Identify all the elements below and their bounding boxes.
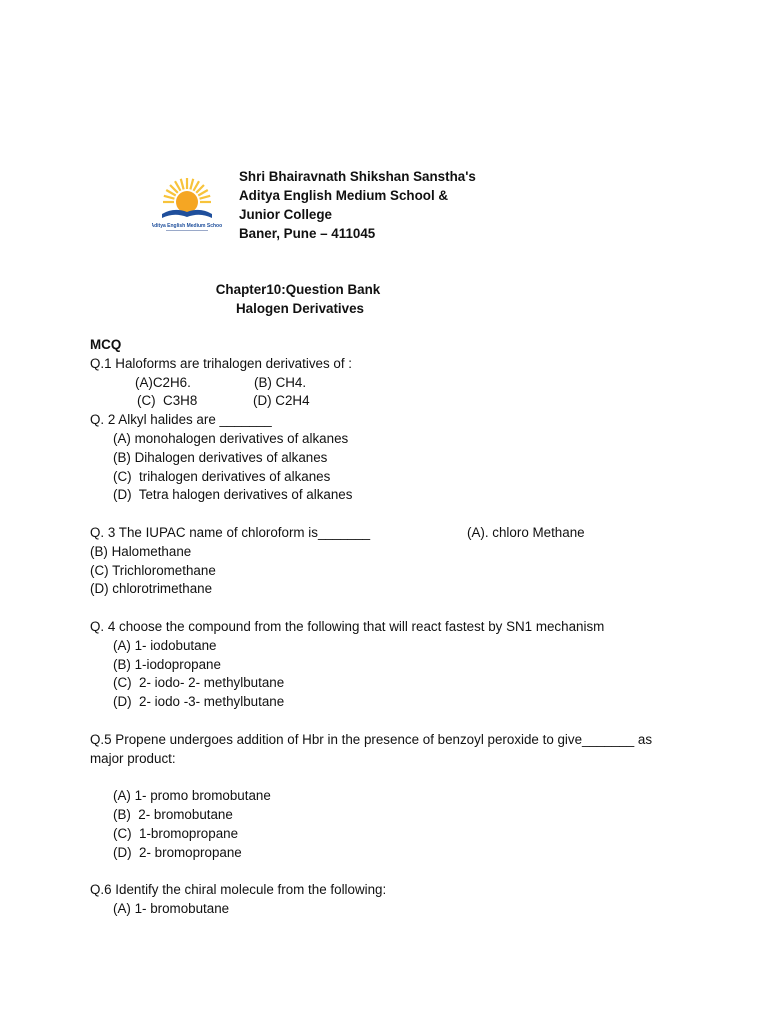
question-1: Q.1 Haloforms are trihalogen derivatives of :	[90, 355, 352, 371]
sun-disc	[176, 191, 198, 213]
question-list	[90, 336, 690, 919]
q3-option-d: (D) chlorotrimethane	[90, 581, 213, 597]
q5-option-b: (B) 2- bromobutane	[113, 806, 233, 822]
q2-option-a: (A) monohalogen derivatives of alkanes	[113, 430, 349, 446]
q2-option-c: (C) trihalogen derivatives of alkanes	[113, 468, 331, 484]
chapter-heading	[200, 280, 400, 318]
logo-underline	[166, 230, 208, 231]
sun-ray	[190, 179, 193, 190]
q1-options-row-2	[90, 392, 690, 411]
chapter-title: Chapter10:Question Bank	[215, 282, 381, 297]
q3-option-a: (A). chloro Methane	[467, 524, 585, 540]
q1-option-b: (B) CH4.	[254, 374, 307, 390]
spacer	[90, 599, 690, 618]
q3-option-b: (B) Halomethane	[90, 543, 192, 559]
q1-option-d: (D) C2H4	[253, 393, 310, 409]
school-logo	[152, 172, 222, 234]
sun-ray	[200, 196, 211, 199]
section-label: MCQ	[90, 337, 122, 352]
q1-options-row-1	[90, 374, 690, 393]
q3-option-c: (C) Trichloromethane	[90, 562, 216, 578]
q1-option-a: (A)C2H6.	[135, 374, 191, 390]
spacer	[90, 505, 690, 524]
q4-option-b: (B) 1-iodopropane	[113, 656, 221, 672]
chapter-subtitle: Halogen Derivatives	[235, 301, 364, 316]
q1-option-c: (C) C3H8	[137, 393, 198, 409]
question-5: Q.5 Propene undergoes addition of Hbr in the presence of benzoyl peroxide to give_______ as major product:	[90, 731, 653, 766]
logo-text: Aditya English Medium School	[152, 223, 222, 229]
spacer	[90, 768, 690, 787]
q5-option-a: (A) 1- promo bromobutane	[113, 788, 271, 804]
q5-option-d: (D) 2- bromopropane	[113, 844, 242, 860]
q6-option-a: (A) 1- bromobutane	[113, 900, 230, 916]
sun-ray	[181, 179, 184, 190]
school-line-address: Baner, Pune – 411045	[239, 226, 376, 241]
school-line-trust: Shri Bhairavnath Shikshan Sanstha's	[239, 169, 476, 184]
spacer	[90, 862, 690, 881]
question-3: Q. 3 The IUPAC name of chloroform is_______	[90, 524, 371, 540]
school-line-college: Junior College	[239, 207, 333, 222]
school-name-block	[239, 167, 476, 243]
question-3-row	[90, 524, 690, 543]
q4-option-d: (D) 2- iodo -3- methylbutane	[113, 694, 285, 710]
school-line-name: Aditya English Medium School &	[239, 188, 449, 203]
q5-option-c: (C) 1-bromopropane	[113, 825, 239, 841]
q4-option-c: (C) 2- iodo- 2- methylbutane	[113, 675, 285, 691]
question-6: Q.6 Identify the chiral molecule from the following:	[90, 882, 387, 898]
q2-option-b: (B) Dihalogen derivatives of alkanes	[113, 449, 328, 465]
q4-option-a: (A) 1- iodobutane	[113, 637, 217, 653]
question-4: Q. 4 choose the compound from the following that will react fastest by SN1 mechanism	[90, 618, 605, 634]
question-2: Q. 2 Alkyl halides are _______	[90, 412, 272, 428]
sun-ray	[164, 196, 175, 199]
spacer	[90, 712, 690, 731]
q2-option-d: (D) Tetra halogen derivatives of alkanes	[113, 487, 353, 503]
sun-book-logo-icon	[152, 172, 222, 234]
